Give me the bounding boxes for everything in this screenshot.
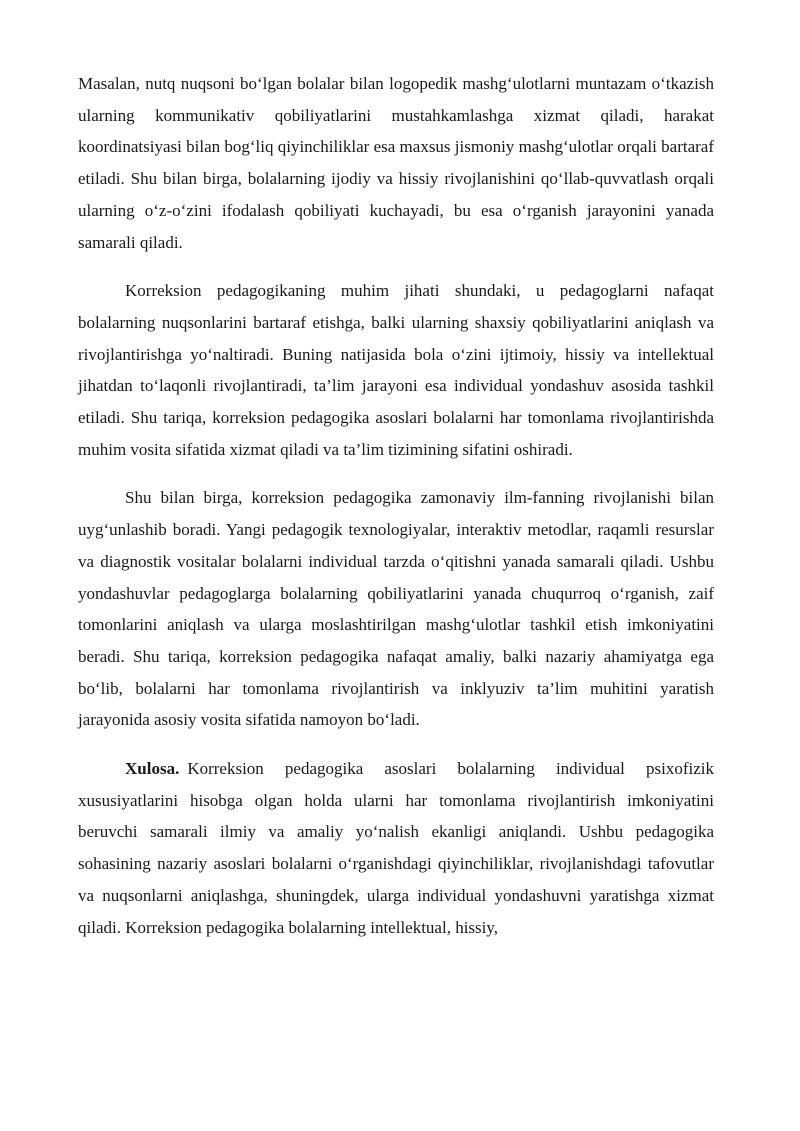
paragraph-1: Masalan, nutq nuqsoni bo‘lgan bolalar bilan logopedik mashg‘ulotlarni muntazam o‘tkazish ularning kommunikativ qobiliyatlarini mustahkamlashga xizmat qiladi, harakat koordinatsiyasi bilan bog‘liq qiyinchiliklar esa maxsus jismoniy mashg‘ulotlar orqali bartaraf etiladi. Shu bilan birga, bolalarning ijodiy va hissiy rivojlanishini qo‘llab-quvvatlash orqali ularning o‘z-o‘zini ifodalash qobiliyati kuchayadi, bu esa o‘rganish jarayonini yanada samarali qiladi.: [78, 74, 714, 252]
conclusion-paragraph: [78, 753, 714, 943]
document-page: [78, 68, 714, 943]
conclusion-heading: Xulosa.: [125, 759, 180, 779]
paragraph-2: Korreksion pedagogikaning muhim jihati shundaki, u pedagoglarni nafaqat bolalarning nuqsonlarini bartaraf etishga, balki ularning shaxsiy qobiliyatlarini aniqlash va rivojlantirishga yo‘naltiradi. Buning natijasida bola o‘zini ijtimoiy, hissiy va intellektual jihatdan to‘laqonli rivojlantiradi, ta’lim jarayoni esa individual yondashuv asosida tashkil etiladi. Shu tariqa, korreksion pedagogika asoslari bolalarni har tomonlama rivojlantirishda muhim vosita sifatida xizmat qiladi va ta’lim tizimining sifatini oshiradi.: [78, 281, 714, 459]
paragraph-3: Shu bilan birga, korreksion pedagogika zamonaviy ilm-fanning rivojlanishi bilan uyg‘unlashib boradi. Yangi pedagogik texnologiyalar, interaktiv metodlar, raqamli resurslar va diagnostik vositalar bolalarni individual tarzda o‘qitishni yanada samarali qiladi. Ushbu yondashuvlar pedagoglarga bolalarning qobiliyatlarini yanada chuqurroq o‘rganish, zaif tomonlarini aniqlash va ularga moslashtirilgan mashg‘ulotlar tashkil etish imkoniyatini beradi. Shu tariqa, korreksion pedagogika nafaqat amaliy, balki nazariy ahamiyatga ega bo‘lib, bolalarni har tomonlama rivojlantirish va inklyuziv ta’lim muhitini yaratish jarayonida asosiy vosita sifatida namoyon bo‘ladi.: [78, 488, 714, 730]
conclusion-text: Korreksion pedagogika asoslari bolalarning individual psixofizik xususiyatlarini hisobga olgan holda ularni har tomonlama rivojlantirish imkoniyatini beruvchi samarali ilmiy va amaliy yo‘nalish ekanligi aniqlandi. Ushbu pedagogika sohasining nazariy asoslari bolalarni o‘rganishdagi qiyinchiliklar, rivojlanishdagi tafovutlar va nuqsonlarni aniqlashga, shuningdek, ularga individual yondashuvni yaratishga xizmat qiladi. Korreksion pedagogika bolalarning intellektual, hissiy,: [78, 759, 714, 937]
